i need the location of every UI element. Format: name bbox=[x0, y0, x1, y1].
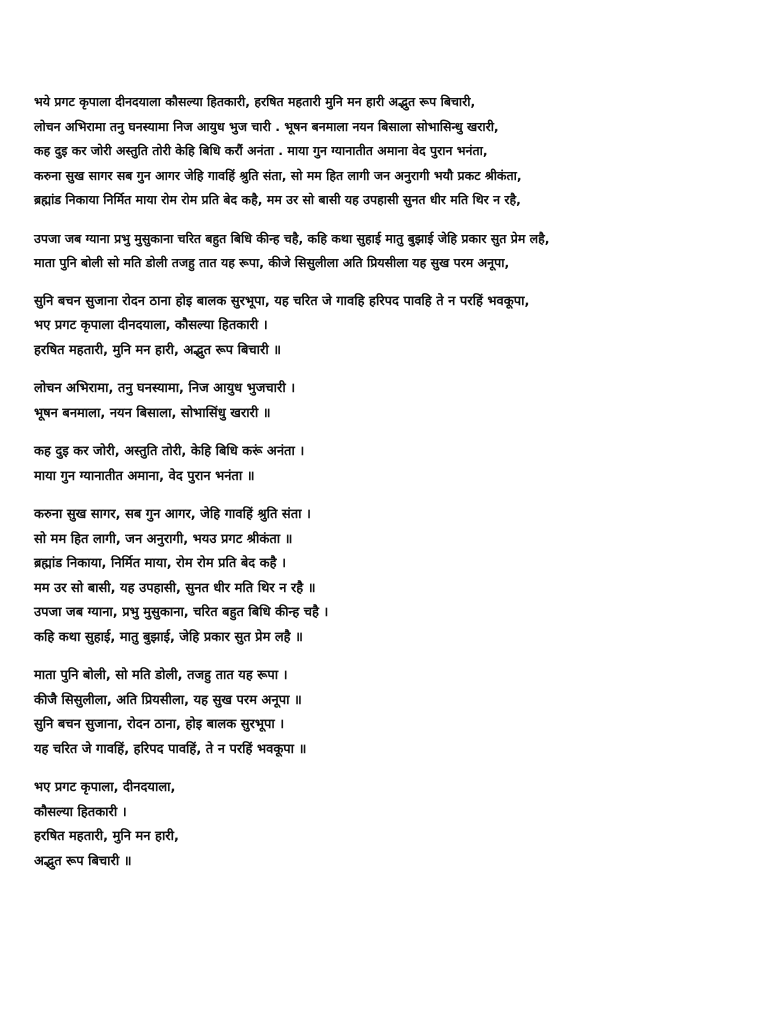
verse-line: उपजा जब ग्याना, प्रभु मुसुकाना, चरित बहुत बिधि कीन्ह चहै । bbox=[34, 605, 329, 620]
verse-line: अद्भुत रूप बिचारी ॥ bbox=[34, 853, 132, 869]
verse-line: लोचन अभिरामा, तनु घनस्यामा, निज आयुध भुजचारी । bbox=[34, 381, 296, 396]
verse-line: भये प्रगट कृपाला दीनदयाला कौसल्या हितकारी, हरषित महतारी मुनि मन हारी अद्भुत रूप बिचारी, bbox=[34, 94, 476, 109]
verse-line: सो मम हित लागी, जन अनुरागी, भयउ प्रगट श्रीकंता ॥ bbox=[34, 531, 293, 547]
verse-line: करुना सुख सागर, सब गुन आगर, जेहि गावहिं श्रुति संता । bbox=[34, 507, 311, 522]
verse-line: करुना सुख सागर सब गुन आगर जेहि गावहिं श्रुति संता, सो मम हित लागी जन अनुरागी भयौ प्रकट श्रीकंता, bbox=[34, 167, 522, 183]
verse-line: हरषित महतारी, मुनि मन हारी, bbox=[34, 829, 179, 844]
stanza-8 bbox=[34, 776, 744, 874]
stanza-6 bbox=[34, 503, 744, 650]
verse-line: कहि कथा सुहाई, मातु बुझाई, जेहि प्रकार सुत प्रेम लहै ॥ bbox=[34, 629, 303, 645]
stanza-3 bbox=[34, 290, 744, 364]
verse-line: माता पुनि बोली, सो मति डोली, तजहु तात यह रूपा । bbox=[34, 668, 288, 683]
verse-line: कह दुइ कर जोरी, अस्तुति तोरी, केहि बिधि करूं अनंता । bbox=[34, 444, 305, 459]
verse-line: सुनि बचन सुजाना, रोदन ठाना, होइ बालक सुरभूपा । bbox=[34, 717, 285, 732]
verse-line: उपजा जब ग्याना प्रभु मुसुकाना चरित बहुत बिधि कीन्ह चहै, कहि कथा सुहाई मातु बुझाई जेहि प्रकार सुत प्रेम लहै, bbox=[34, 230, 550, 246]
document-page bbox=[34, 90, 744, 888]
verse-line: भूषन बनमाला, नयन बिसाला, सोभासिंधु खरारी ॥ bbox=[34, 405, 271, 421]
stanza-7 bbox=[34, 664, 744, 762]
stanza-1 bbox=[34, 90, 744, 213]
verse-line: भए प्रगट कृपाला, दीनदयाला, bbox=[34, 780, 176, 795]
verse-line: लोचन अभिरामा तनु घनस्यामा निज आयुध भुज चारी . भूषन बनमाला नयन बिसाला सोभासिन्धु खरारी, bbox=[34, 118, 499, 134]
verse-line: हरषित महतारी, मुनि मन हारी, अद्भुत रूप बिचारी ॥ bbox=[34, 342, 281, 358]
stanza-5 bbox=[34, 440, 744, 489]
verse-line: ब्रह्मांड निकाया निर्मित माया रोम रोम प्रति बेद कहै, मम उर सो बासी यह उपहासी सुनत धीर मति थिर न रहै, bbox=[34, 192, 521, 207]
verse-line: भए प्रगट कृपाला दीनदयाला, कौसल्या हितकारी । bbox=[34, 318, 268, 333]
verse-line: सुनि बचन सुजाना रोदन ठाना होइ बालक सुरभूपा, यह चरित जे गावहि हरिपद पावहि ते न परहिं भवकूपा, bbox=[34, 293, 530, 309]
verse-line: कौसल्या हितकारी । bbox=[34, 804, 127, 820]
verse-line: यह चरित जे गावहिं, हरिपद पावहिं, ते न परहिं भवकूपा ॥ bbox=[34, 741, 307, 757]
verse-line: माता पुनि बोली सो मति डोली तजहु तात यह रूपा, कीजे सिसुलीला अति प्रियसीला यह सुख परम अनूपा, bbox=[34, 255, 510, 270]
verse-line: माया गुन ग्यानातीत अमाना, वेद पुरान भनंता ॥ bbox=[34, 468, 255, 484]
stanza-4 bbox=[34, 377, 744, 426]
verse-line: मम उर सो बासी, यह उपहासी, सुनत धीर मति थिर न रहै ॥ bbox=[34, 580, 316, 596]
verse-line: कह दुइ कर जोरी अस्तुति तोरी केहि बिधि करौं अनंता . माया गुन ग्यानातीत अमाना वेद पुरान भनंता, bbox=[34, 143, 488, 158]
verse-line: कीजै सिसुलीला, अति प्रियसीला, यह सुख परम अनूपा ॥ bbox=[34, 692, 302, 708]
verse-line: ब्रह्मांड निकाया, निर्मित माया, रोम रोम प्रति बेद कहै । bbox=[34, 556, 287, 571]
stanza-2 bbox=[34, 227, 744, 276]
